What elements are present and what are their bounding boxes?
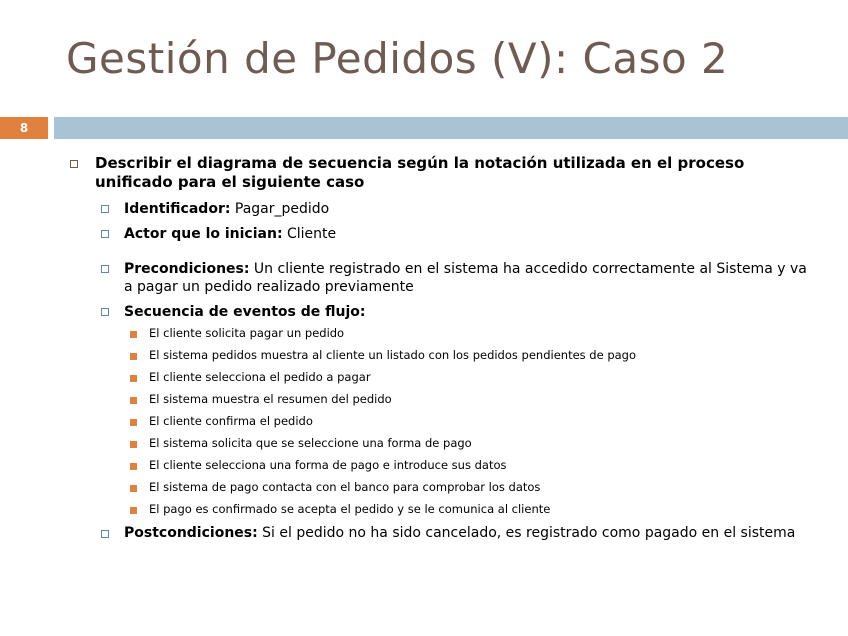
level3-bullet-icon [130,419,137,426]
evento-item: El sistema solicita que se seleccione una forma de pago [149,436,472,450]
evento-item: El cliente selecciona una forma de pago e introduce sus datos [149,458,507,472]
postcondiciones-value: Si el pedido no ha sido cancelado, es registrado como pagado en el sistema [257,525,796,541]
level3-bullet-icon [130,441,137,448]
level1-bullet-icon [70,160,78,168]
evento-item: El pago es confirmado se acepta el pedido y se le comunica al cliente [149,502,551,516]
level2-bullet-icon [101,530,109,538]
level2-bullet-icon [101,308,109,316]
level3-bullet-icon [130,397,137,404]
evento-item: El sistema de pago contacta con el banco para comprobar los datos [149,480,541,494]
secuencia-item [124,303,365,321]
evento-item: El cliente selecciona el pedido a pagar [149,370,371,384]
level2-bullet-icon [101,265,109,273]
actor-label: Actor que lo inician: [124,226,283,242]
evento-item: El cliente confirma el pedido [149,414,313,428]
intro-text: Describir el diagrama de secuencia según la notación utilizada en el proceso unificado para el siguiente caso [95,154,745,191]
level2-bullet-icon [101,205,109,213]
evento-item: El sistema muestra el resumen del pedido [149,392,392,406]
precondiciones-item [124,260,814,296]
level2-bullet-icon [101,230,109,238]
precondiciones-value: Un cliente registrado en el sistema ha accedido correctamente al Sistema y va a pagar un pedido realizado previamente [124,261,807,295]
slide-title: Gestión de Pedidos (V): Caso 2 [66,34,729,83]
level3-bullet-icon [130,463,137,470]
level3-bullet-icon [130,353,137,360]
actor-item [124,225,336,243]
level3-bullet-icon [130,485,137,492]
evento-item: El cliente solicita pagar un pedido [149,326,345,340]
level3-bullet-icon [130,375,137,382]
identificador-value: Pagar_pedido [230,201,330,217]
actor-value: Cliente [282,226,337,242]
evento-item: El sistema pedidos muestra al cliente un listado con los pedidos pendientes de pago [149,348,637,362]
postcondiciones-label: Postcondiciones: [124,525,258,541]
level3-bullet-icon [130,507,137,514]
level3-bullet-icon [130,331,137,338]
identificador-item [124,200,329,218]
precondiciones-label: Precondiciones: [124,261,250,277]
secuencia-label: Secuencia de eventos de flujo: [124,304,366,320]
identificador-label: Identificador: [124,201,231,217]
postcondiciones-item [124,524,814,542]
slide-number: 8 [0,117,48,139]
